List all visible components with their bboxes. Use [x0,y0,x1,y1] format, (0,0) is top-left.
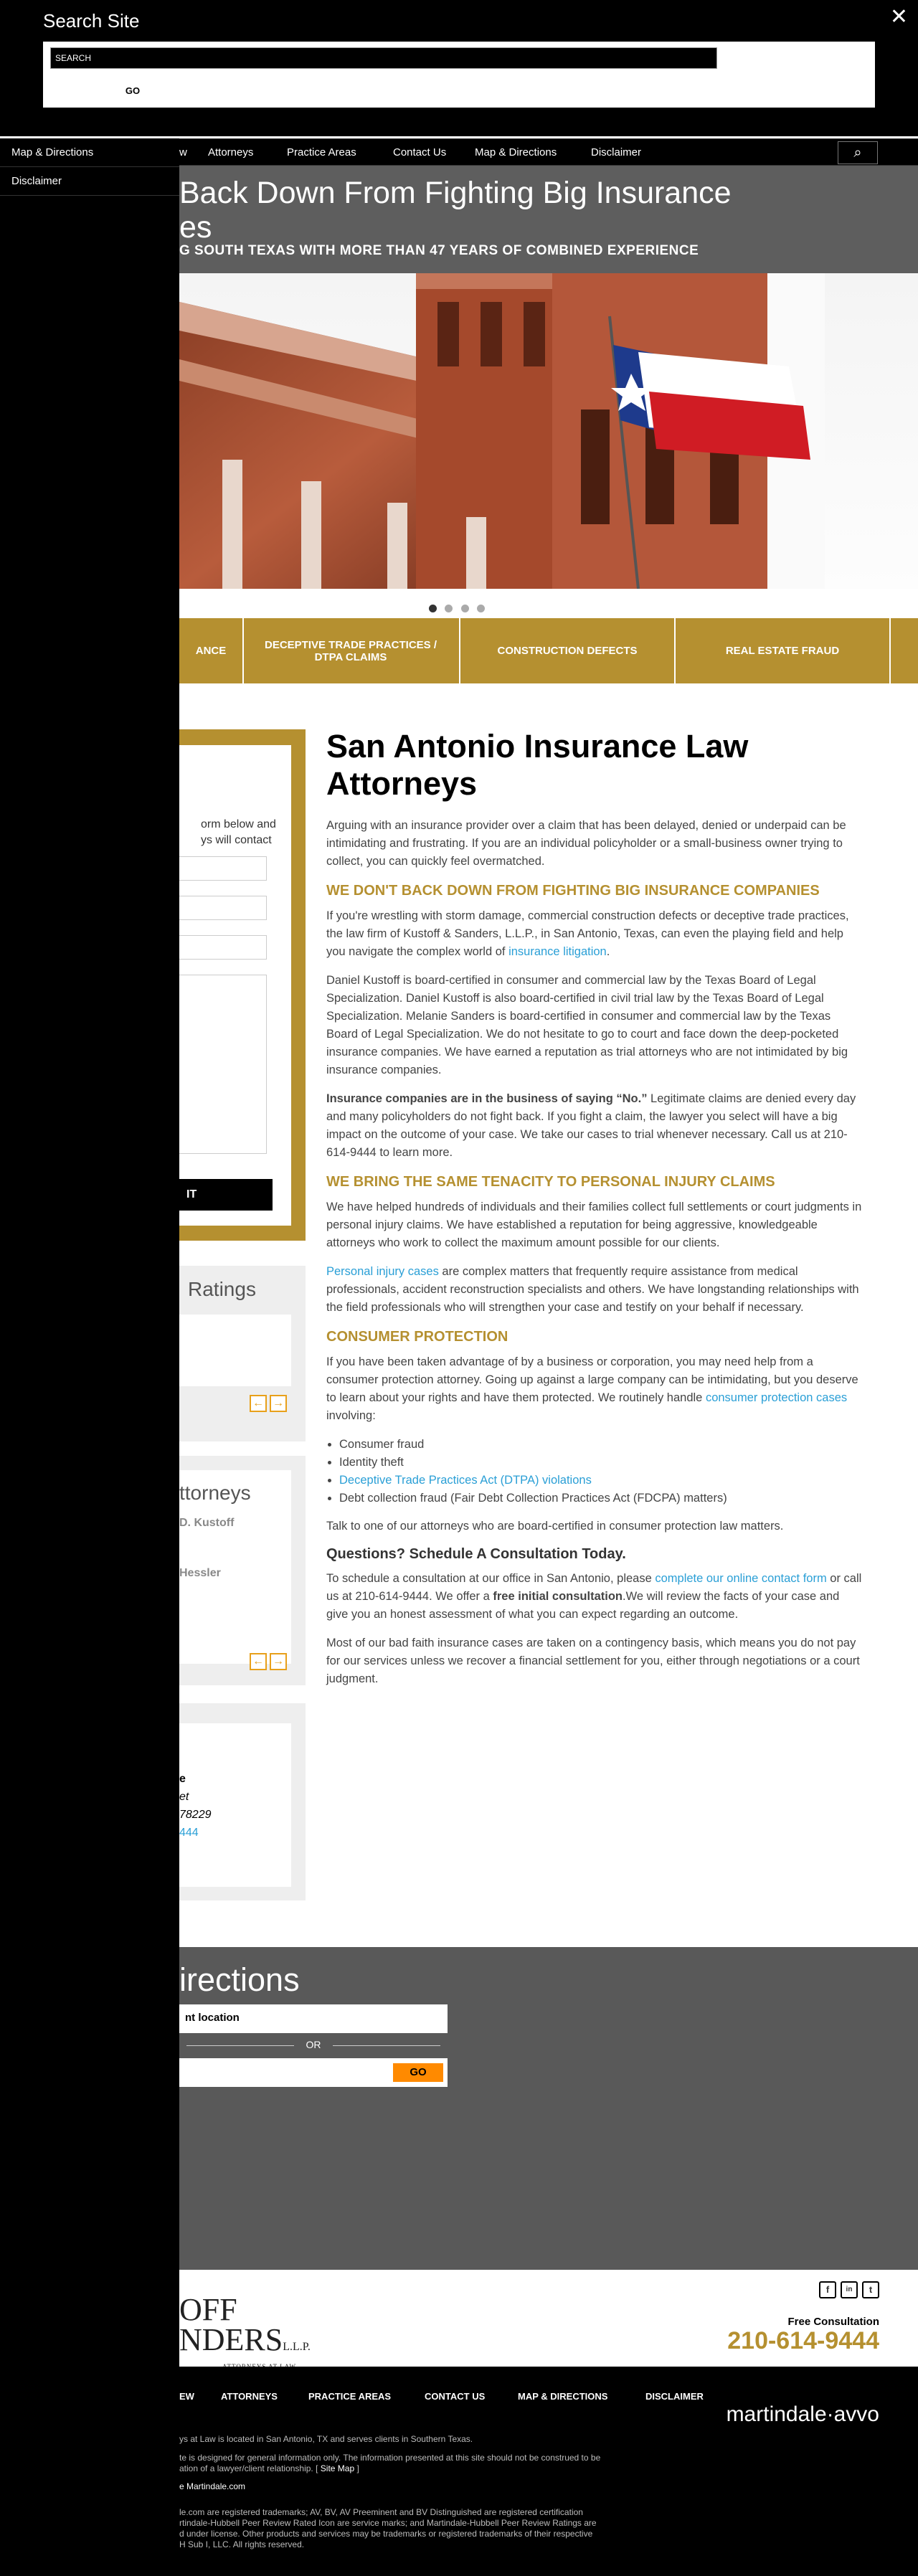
footer-location-text: ys at Law is located in San Antonio, TX and serves clients in Southern Texas. [179,2434,473,2444]
search-icon[interactable]: ⌕ [838,141,878,164]
consumer-paragraph [326,1353,864,1425]
ratings-title: Ratings [188,1278,256,1300]
tab-insurance[interactable] [178,618,242,683]
office-city: 78229 [179,1809,212,1821]
courthouse-flag-image [179,273,918,589]
directions-go-button[interactable]: GO [393,2063,443,2082]
email-field[interactable] [179,896,267,920]
panel-item-disclaimer[interactable]: Disclaimer [0,167,179,196]
contact-form-link[interactable]: complete our online contact form [655,1572,827,1585]
slider-dot[interactable] [477,605,485,612]
attorneys-next-button[interactable]: → [270,1653,287,1670]
current-location-button[interactable]: nt location [179,2004,448,2033]
free-consultation-label: Free Consultation [787,2316,879,2328]
section-heading-insurance: WE DON'T BACK DOWN FROM FIGHTING BIG INSURANCE COMPANIES [326,883,820,899]
attorneys-prev-button[interactable]: ← [250,1653,267,1670]
footer-nav-practice-areas[interactable]: PRACTICE AREAS [308,2391,392,2402]
submit-button[interactable]: IT [179,1179,273,1211]
contingency-paragraph: Most of our bad faith insurance cases are taken on a contingency basis, which means you do not pay for our services unless we recover a financial settlement for you, either through negotiations or a court judgment. [326,1637,860,1685]
list-item: • Debt collection fraud (Fair Debt Collection Practices Act (FDCPA) matters) [339,1490,864,1507]
search-input[interactable] [50,47,717,69]
footer-nav-map[interactable]: MAP & DIRECTIONS [518,2391,608,2402]
nav-item-attorneys[interactable]: Attorneys [208,146,254,158]
twitter-icon[interactable]: t [862,2281,879,2298]
consumer-list [339,1436,864,1507]
footer-disclaimer-2 [179,2463,359,2474]
list-item [339,1472,864,1490]
trademark-1: le.com are registered trademarks; AV, BV, AV Preeminent and BV Distinguished are registered certification [179,2507,583,2517]
logo-line2: NDERS [179,2322,283,2357]
text: To schedule a consultation at our office in San Antonio, please [326,1572,656,1585]
ratings-content [179,1315,291,1386]
ratings-box [179,1266,306,1441]
nav-item-disclaimer[interactable]: Disclaimer [591,146,642,158]
tab-label: REAL ESTATE FRAUD [725,645,840,657]
board-certified-paragraph: Talk to one of our attorneys who are board-certified in consumer protection law matters. [326,1520,784,1533]
text: .We will review the facts of your case and give you an honest assessment of what you can expect regarding an outcome. [326,1590,840,1621]
trademark-3: d under license. Other products and services may be trademarks or registered trademarks of their respective [179,2529,593,2539]
insurance-paragraph [326,907,864,961]
text: If you have been taken advantage of by a business or corporation, you may need help from a consumer protection attorney. Going up against a large company can be intimidating, but you deserve to learn about your rights and have them protected. We routinely handle [326,1355,858,1404]
intro-paragraph: Arguing with an insurance provider over a claim that has been delayed, denied or underpaid can be intimidating and frustrating. If you are an individual policyholder or a small-business owner trying to collect, you can quickly feel overmatched. [326,819,846,868]
name-field[interactable] [179,856,267,881]
attorneys-box [179,1456,306,1685]
form-intro-line1: orm below and [201,818,276,830]
list-item: • Identity theft [339,1454,864,1472]
form-intro [201,817,276,848]
footer-phone[interactable]: 210-614-9444 [727,2327,879,2354]
firm-logo[interactable] [179,2292,311,2371]
search-overlay [0,0,918,136]
section-heading-personal-injury: WE BRING THE SAME TENACITY TO PERSONAL INJURY CLAIMS [326,1174,775,1190]
page-title: San Antonio Insurance Law Attorneys [326,728,749,802]
footer-disclaimer-1: te is designed for general information only. The information presented at this site should not be construed to be [179,2453,601,2463]
trademark-2: rtindale-Hubbell Peer Review Rated Icon are service marks; and Martindale-Hubbell Peer Review Ratings are [179,2518,597,2528]
slider-dots [429,603,490,616]
search-input-value: SEARCH [55,53,92,63]
panel-item-map[interactable]: Map & Directions [0,138,179,167]
trademark-4: H Sub I, LLC. All rights reserved. [179,2539,305,2549]
linkedin-icon[interactable]: in [841,2281,858,2298]
tab-more[interactable] [889,618,918,683]
schedule-heading: Questions? Schedule A Consultation Today. [326,1546,626,1562]
tab-dtpa[interactable] [242,618,458,683]
nav-item-overview[interactable]: w [179,146,187,158]
saying-no-paragraph [326,1090,864,1162]
ratings-prev-button[interactable]: ← [250,1395,267,1412]
form-intro-line2: ys will contact [201,834,272,846]
text: If you're wrestling with storm damage, commercial construction defects or deceptive trade practices, the law firm of Kustoff & Sanders, L.L.P., in San Antonio, Texas, can even the playing field and help you navigate the complex world of [326,909,849,958]
certification-paragraph: Daniel Kustoff is board-certified in consumer and commercial law by the Texas Board of Legal Specialization. Daniel Kustoff is also board-certified in civil trial law by the Texas Board of Legal Specialization. Melanie Sanders is board-certified in consumer and commercial law by the Texas Board of Legal Specialization. We do not hesitate to go to court and face down the deep-pocketed insurance companies. We have earned a reputation as trial attorneys who are not intimidated by big insurance companies. [326,974,848,1076]
search-go-button[interactable]: GO [125,85,141,96]
text: are complex matters that frequently require assistance from medical professionals, accident reconstruction specialists and others. We have longstanding relationships with the field professionals who will strengthen your case and testify on your behalf if necessary. [326,1265,859,1314]
or-divider: OR [179,2039,448,2050]
logo-line1: OFF [179,2292,237,2327]
footer-nav-disclaimer[interactable]: DISCLAIMER [645,2391,704,2402]
phone-field[interactable] [179,935,267,960]
ratings-next-button[interactable]: → [270,1395,287,1412]
footer-nav-contact[interactable]: CONTACT US [425,2391,486,2402]
text: Legitimate claims are denied every day and many policyholders do not fight back. If you fight a claim, the lawyer you select will have a big impact on the outcome of your case. We take our cases to trial whenever necessary. Call us at 210-614-9444 to learn more. [326,1092,856,1159]
bold-text: free initial consultation [493,1590,623,1603]
attorney-name-kustoff[interactable]: D. Kustoff [179,1517,235,1529]
text: involving: [326,1409,376,1422]
section-heading-consumer: CONSUMER PROTECTION [326,1329,508,1345]
slider-dot[interactable] [461,605,469,612]
contact-form-box [179,729,306,1241]
schedule-paragraph [326,1570,864,1624]
slider-dot[interactable] [429,605,437,612]
insurance-litigation-link[interactable]: insurance litigation [508,945,607,958]
nav-item-practice-areas[interactable]: Practice Areas [287,146,356,158]
tab-real-estate-fraud[interactable] [674,618,889,683]
footer [179,2367,918,2576]
facebook-icon[interactable]: f [819,2281,836,2298]
contact-form [179,745,291,1226]
martindale-avvo-logo[interactable]: martindale·avvo [726,2402,879,2426]
footer-logo-bar [179,2270,918,2367]
hero-title-line2: es [179,210,212,245]
hero-title-line1: Back Down From Fighting Big Insurance [179,176,732,210]
message-field[interactable] [179,975,267,1154]
hero-banner [179,166,918,273]
nav-item-contact[interactable]: Contact Us [393,146,447,158]
personal-injury-cases-paragraph [326,1263,864,1317]
office-name: e [179,1773,186,1785]
nav-item-map[interactable]: Map & Directions [475,146,557,158]
attorneys-title: ttorneys [179,1482,251,1504]
contact-info-box [179,1703,306,1900]
practice-area-tabs [179,618,918,683]
footer-nav-overview[interactable]: EW [179,2391,194,2402]
tab-label: ANCE [195,645,227,657]
text: ] [354,2463,359,2473]
text: or call us at 210-614-9444. We offer a [326,1572,862,1603]
text: ation of a lawyer/client relationship. [ [179,2463,321,2473]
personal-injury-paragraph: We have helped hundreds of individuals and their families collect full settlements or court judgments in personal injury claims. We have established a reputation for being aggressive, knowledgeable attorneys who work to collect the maximum amount possible for our clients. [326,1201,862,1249]
directions-title: irections [179,1961,300,1998]
directions-section [179,1947,918,2270]
text: . [606,945,610,958]
footer-nav-attorneys[interactable]: ATTORNEYS [221,2391,278,2402]
dtpa-link[interactable]: Deceptive Trade Practices Act (DTPA) violations [339,1474,592,1487]
attorney-name-hessler[interactable]: Hessler [179,1567,221,1579]
tab-label: CONSTRUCTION DEFECTS [497,645,638,657]
search-overlay-title: Search Site [43,10,140,32]
site-map-link[interactable]: Site Map [320,2463,355,2473]
main-content [326,728,864,1699]
close-icon[interactable]: ✕ [889,5,908,29]
hero-subtitle: G SOUTH TEXAS WITH MORE THAN 47 YEARS OF COMBINED EXPERIENCE [179,243,699,258]
tab-label: DECEPTIVE TRADE PRACTICES / DTPA CLAIMS [264,638,437,663]
tab-construction-defects[interactable] [459,618,674,683]
personal-injury-link[interactable]: Personal injury cases [326,1265,439,1278]
mobile-menu-panel [0,138,179,2576]
office-phone-link[interactable]: 444 [179,1827,199,1839]
main-nav [179,138,918,166]
martindale-link[interactable]: e Martindale.com [179,2481,246,2491]
bold-text: Insurance companies are in the business of saying “No.” [326,1092,648,1105]
contact-info-content [179,1723,291,1887]
logo-suffix: L.L.P. [283,2341,311,2353]
consumer-protection-link[interactable]: consumer protection cases [705,1391,848,1404]
office-street: et [179,1791,189,1803]
hero-image [179,273,918,589]
slider-dot[interactable] [445,605,453,612]
list-item: • Consumer fraud [339,1436,864,1454]
